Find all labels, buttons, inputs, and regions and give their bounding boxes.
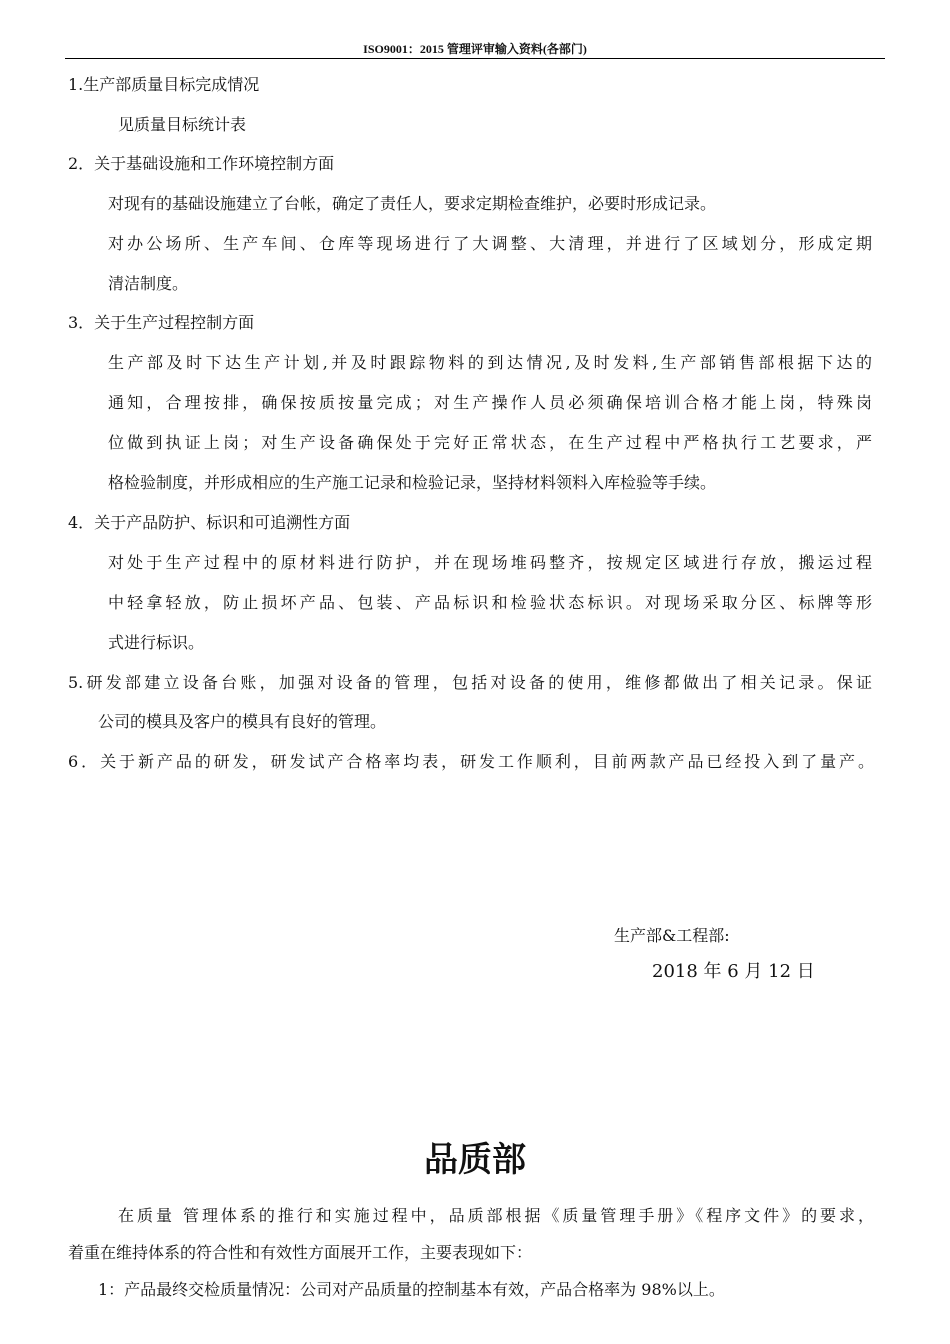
item2-paragraph1: 对现有的基础设施建立了台帐，确定了责任人，要求定期检查维护，必要时形成记录。 [108,194,717,213]
item3-line1: 生产部及时下达生产计划,并及时跟踪物料的到达情况,及时发料,生产部销售部根据下达的 [108,353,872,372]
quality-item1: 1：产品最终交检质量情况：公司对产品质量的控制基本有效，产品合格率为 98%以上。 [98,1280,725,1299]
item5-line2: 公司的模具及客户的模具有良好的管理。 [98,712,387,731]
quality-section-title: 品质部 [424,1140,526,1180]
item3-line3: 位做到执证上岗；对生产设备确保处于完好正常状态，在生产过程中严格执行工艺要求，严 [108,433,872,452]
item4-line2: 中轻拿轻放，防止损坏产品、包装、产品标识和检验状态标识。对现场采取分区、标牌等形 [108,593,872,612]
item2-heading: 2．关于基础设施和工作环境控制方面 [68,154,335,173]
item4-line3: 式进行标识。 [108,633,205,652]
item4-line1: 对处于生产过程中的原材料进行防护，并在现场堆码整齐，按规定区域进行存放，搬运过程 [108,553,872,572]
signature-date: 2018 年 6 月 12 日 [652,961,815,982]
item1-heading: 1.生产部质量目标完成情况 [68,75,260,94]
document-header-title: ISO9001：2015 管理评审输入资料(各部门) [363,42,587,56]
signature-department: 生产部&工程部: [614,926,730,945]
item1-body: 见质量目标统计表 [118,115,247,134]
item3-line4: 格检验制度，并形成相应的生产施工记录和检验记录，坚持材料领料入库检验等手续。 [108,473,717,492]
item3-heading: 3．关于生产过程控制方面 [68,313,255,332]
item2-paragraph2-line2: 清洁制度。 [108,274,189,293]
item5-line1: 5.研发部建立设备台账，加强对设备的管理，包括对设备的使用，维修都做出了相关记录。保证 [68,673,872,692]
item6-line1: 6．关于新产品的研发，研发试产合格率均表，研发工作顺利，目前两款产品已经投入到了量产。 [68,752,874,771]
item2-paragraph2-line1: 对办公场所、生产车间、仓库等现场进行了大调整、大清理，并进行了区域划分，形成定期 [108,234,872,253]
item3-line2: 通知，合理按排，确保按质按量完成；对生产操作人员必须确保培训合格才能上岗，特殊岗 [108,393,872,412]
header-divider [65,58,885,59]
quality-intro-line2: 着重在维持体系的符合性和有效性方面展开工作，主要表现如下： [68,1243,533,1262]
quality-intro-line1: 在质量 管理体系的推行和实施过程中，品质部根据《质量管理手册》《程序文件》的要求， [118,1206,874,1225]
item4-heading: 4．关于产品防护、标识和可追溯性方面 [68,513,351,532]
